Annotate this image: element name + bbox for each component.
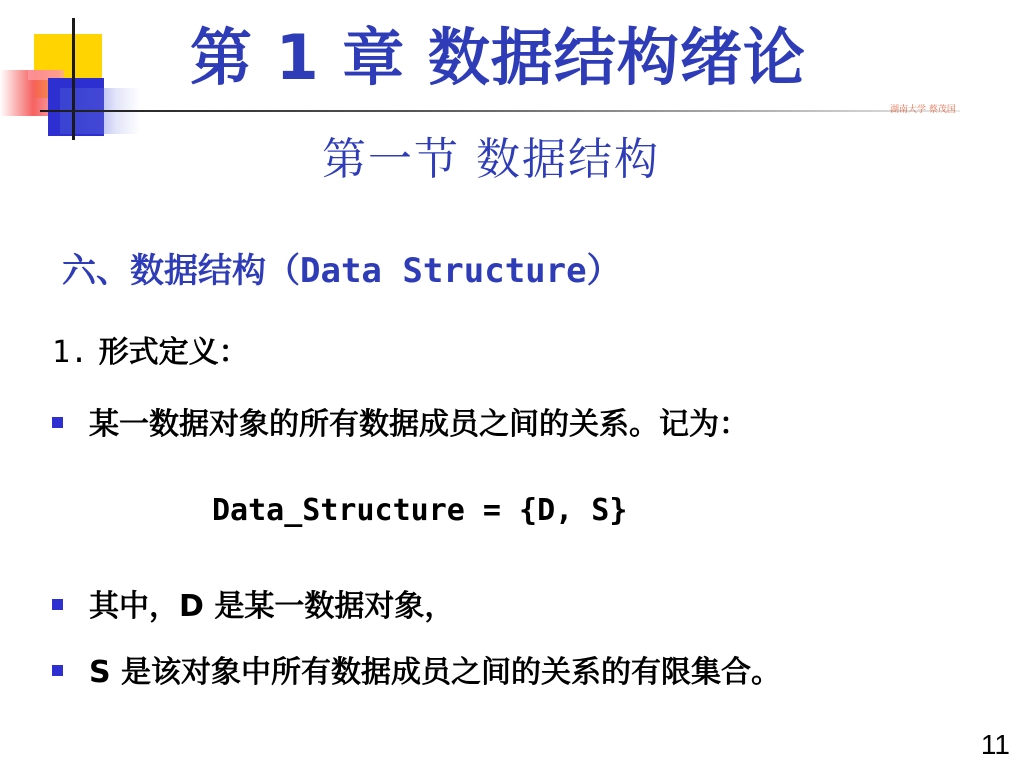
numbered-item bbox=[52, 332, 249, 374]
square-bullet-icon bbox=[52, 417, 63, 428]
decorative-vertical-line bbox=[72, 18, 75, 140]
section-heading-prefix: 六、数据结构（ bbox=[62, 251, 300, 291]
bullet-text: 某一数据对象的所有数据成员之间的关系。记为： bbox=[89, 407, 749, 442]
bullet-item bbox=[52, 586, 454, 628]
page-number: 11 bbox=[980, 729, 1010, 760]
section-heading-term: Data Structure bbox=[300, 251, 587, 291]
numbered-item-text: 形式定义： bbox=[98, 335, 249, 370]
slide-subtitle: 第一节 数据结构 bbox=[322, 134, 660, 185]
formula: Data_Structure = {D, S} bbox=[212, 493, 628, 528]
numbered-item-number: 1. bbox=[52, 335, 89, 370]
slide-title: 第 1 章 数据结构绪论 bbox=[190, 21, 806, 94]
square-bullet-icon bbox=[52, 665, 63, 676]
bullet-item bbox=[52, 652, 781, 694]
section-heading bbox=[62, 246, 621, 296]
title-underline bbox=[40, 110, 960, 112]
author-signature: 湖南大学 蔡茂国 bbox=[890, 105, 956, 115]
square-bullet-icon bbox=[52, 599, 63, 610]
bullet-text: S 是该对象中所有数据成员之间的关系的有限集合。 bbox=[89, 655, 782, 690]
bullet-item bbox=[52, 404, 749, 446]
bullet-text: 其中，D 是某一数据对象， bbox=[89, 589, 455, 624]
section-heading-suffix: ） bbox=[586, 251, 621, 291]
